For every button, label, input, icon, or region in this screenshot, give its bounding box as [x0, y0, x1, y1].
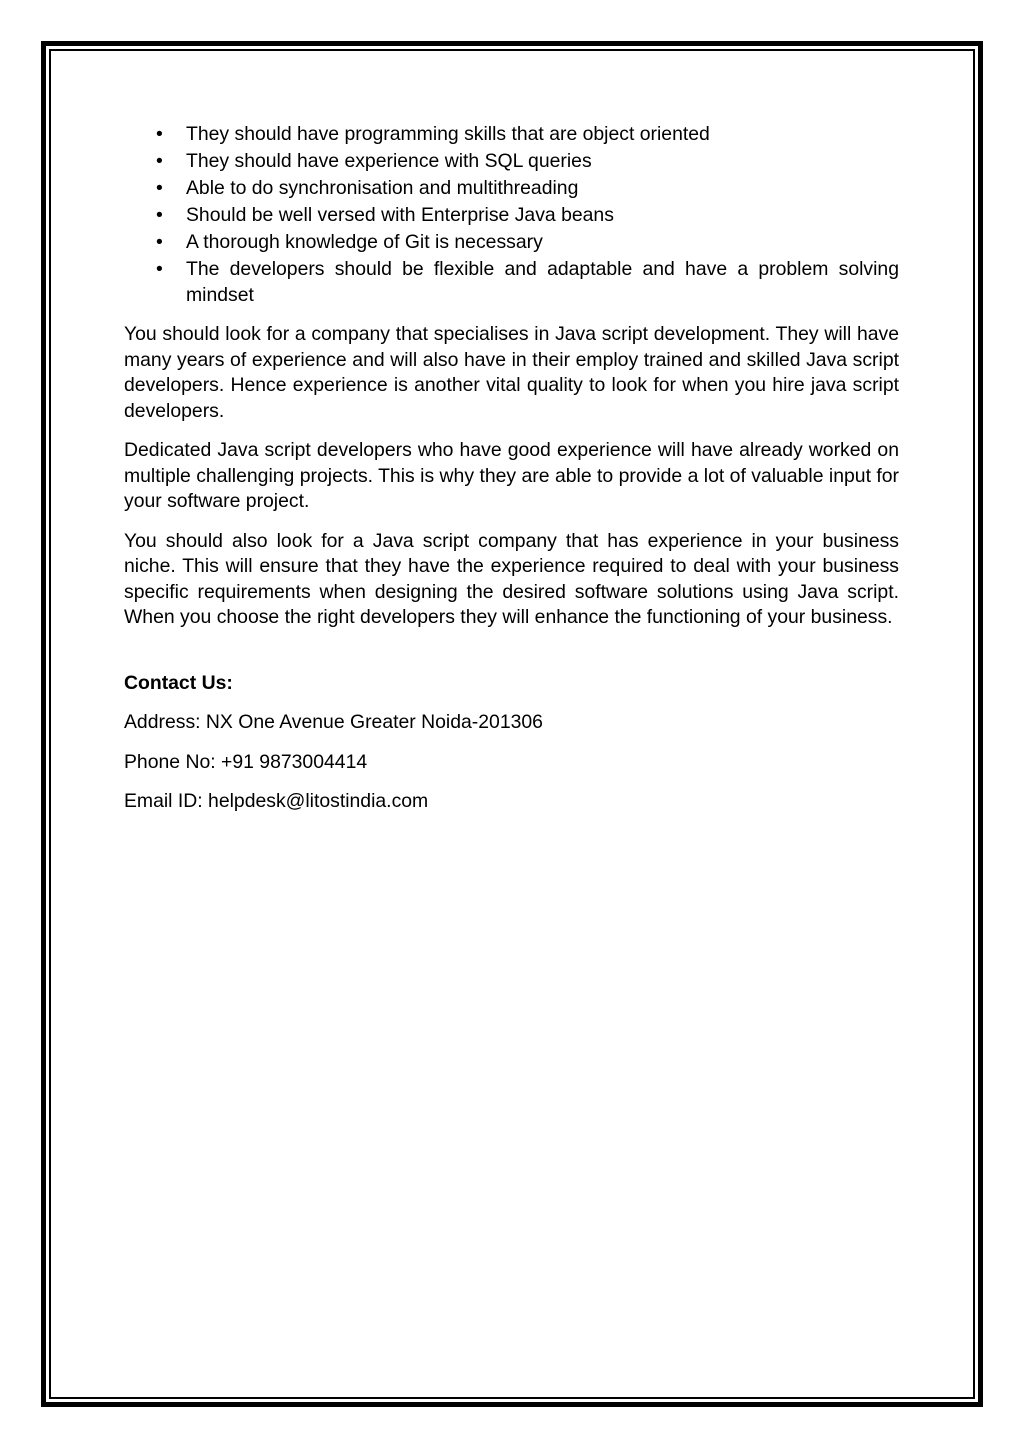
list-item — [124, 122, 899, 148]
contact-email: Email ID: helpdesk@litostindia.com — [124, 790, 429, 812]
list-item — [124, 230, 899, 256]
contact-phone: Phone No: +91 9873004414 — [124, 750, 368, 773]
contact-section — [124, 671, 899, 815]
bullet-icon: • — [156, 123, 163, 145]
list-item-text: They should have experience with SQL queries — [186, 150, 592, 172]
bullet-icon: • — [156, 258, 163, 280]
body-paragraph: You should also look for a Java script company that has experience in your business niche. This will ensure that they have the experience required to deal with your business specific requirements when designing the desired software solutions using Java script. When you choose the right developers they will enhance the functioning of your business. — [124, 529, 899, 628]
list-item-text: The developers should be flexible and adaptable and have a problem solving mindset — [186, 258, 899, 306]
contact-heading: Contact Us: — [124, 671, 233, 694]
contact-address: Address: NX One Avenue Greater Noida-201306 — [124, 711, 543, 733]
body-paragraph: Dedicated Java script developers who have good experience will have already worked on multiple challenging projects. This is why they are able to provide a lot of valuable input for your software project. — [124, 439, 899, 512]
list-item-text: Able to do synchronisation and multithreading — [186, 177, 579, 199]
requirements-list — [124, 122, 899, 308]
list-item — [124, 257, 899, 308]
document-body — [124, 122, 899, 829]
bullet-icon: • — [156, 204, 163, 226]
list-item-text: Should be well versed with Enterprise Java beans — [186, 204, 614, 226]
bullet-icon: • — [156, 177, 163, 199]
list-item-text: They should have programming skills that are object oriented — [186, 123, 710, 145]
list-item — [124, 176, 899, 202]
list-item-text: A thorough knowledge of Git is necessary — [186, 231, 543, 253]
bullet-icon: • — [156, 231, 163, 253]
bullet-icon: • — [156, 150, 163, 172]
body-paragraph: You should look for a company that specialises in Java script development. They will have many years of experience and will also have in their employ trained and skilled Java script developers. Hence experience is another vital quality to look for when you hire java script developers. — [124, 323, 899, 422]
list-item — [124, 203, 899, 229]
list-item — [124, 149, 899, 175]
